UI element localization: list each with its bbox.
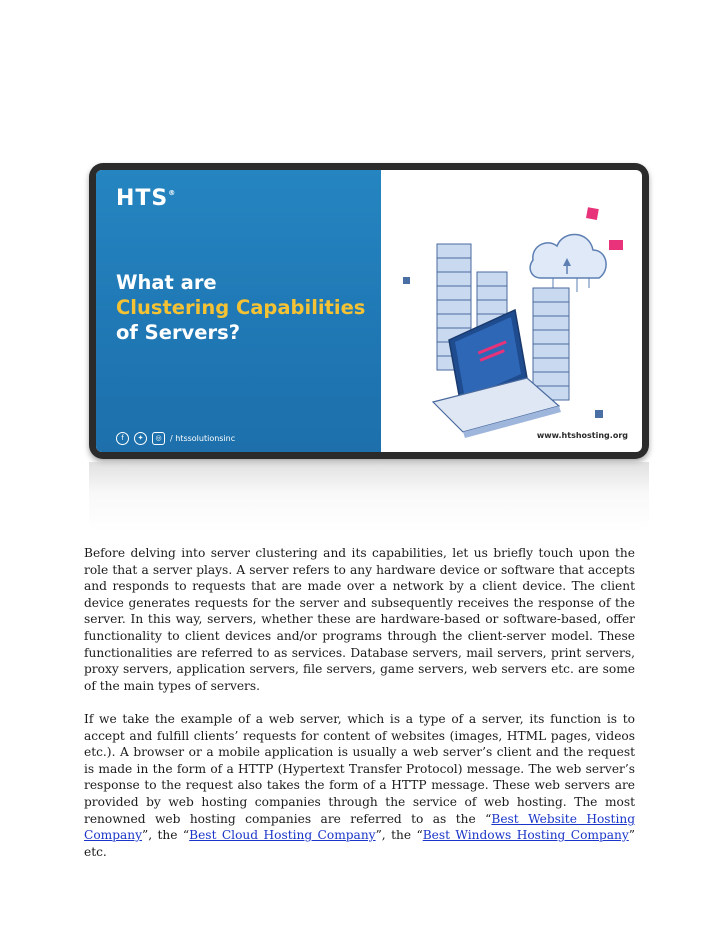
separator-2: ”, the “ [375, 828, 423, 843]
twitter-icon: ✦ [134, 432, 147, 445]
best-cloud-hosting-link[interactable]: Best Cloud Hosting Company [189, 828, 376, 843]
paragraph-1: Before delving into server clustering and its capabilities, let us briefly touch upon the role that a server plays. A server refers to any hardware device or software that accepts and responds to requests that are made over a network by a client device. The client device generates requests for the server and subsequently receives the response of the server. In this way, servers, whether these are hardware-based or software-based, offer functionality to client devices and/or programs through the client-server model. These functionalities are referred to as services. Database servers, mail servers, print servers, proxy servers, application servers, file servers, game servers, web servers etc. are some of the main types of servers. [84, 546, 635, 693]
banner-headline [116, 270, 378, 345]
facebook-icon: f [116, 432, 129, 445]
best-website-hosting-link[interactable]: Best Website Hosting Company [84, 811, 636, 843]
banner-left-panel [96, 170, 381, 452]
separator-1: ”, the “ [142, 828, 190, 843]
server-illustration [381, 170, 642, 452]
headline-line-2: Clustering Capabilities [116, 296, 366, 319]
banner-reflection [89, 462, 649, 532]
paragraph-2 [84, 711, 635, 860]
banner-image [89, 163, 649, 459]
headline-line-3: of Servers? [116, 321, 241, 344]
instagram-icon: ◎ [152, 432, 165, 445]
social-handle: / htssolutionsinc [170, 434, 236, 443]
logo-text: HTS [116, 186, 169, 211]
cloud-icon [530, 234, 606, 278]
headline-line-1: What are [116, 271, 217, 294]
best-windows-hosting-link[interactable]: Best Windows Hosting Company [422, 828, 629, 843]
hts-logo [116, 186, 176, 211]
logo-registered-mark: ® [168, 189, 177, 197]
article-body [84, 545, 635, 877]
banner-content [96, 170, 642, 452]
social-links [116, 432, 235, 445]
paragraph-2-tail: ” etc. [84, 828, 636, 859]
website-url: www.htshosting.org [536, 431, 628, 440]
paragraph-2-text: If we take the example of a web server, which is a type of a server, its function is to accept and fulfill clients’ requests for content of websites (images, HTML pages, videos etc.). A browser or a mobile application is usually a web server’s client and the request is made in the form of a HTTP (Hypertext Transfer Protocol) message. The web server’s response to the request also takes the form of a HTTP message. These web servers are provided by web hosting companies through the service of web hosting. The most renowned web hosting companies are referred to as the “ [84, 711, 635, 826]
